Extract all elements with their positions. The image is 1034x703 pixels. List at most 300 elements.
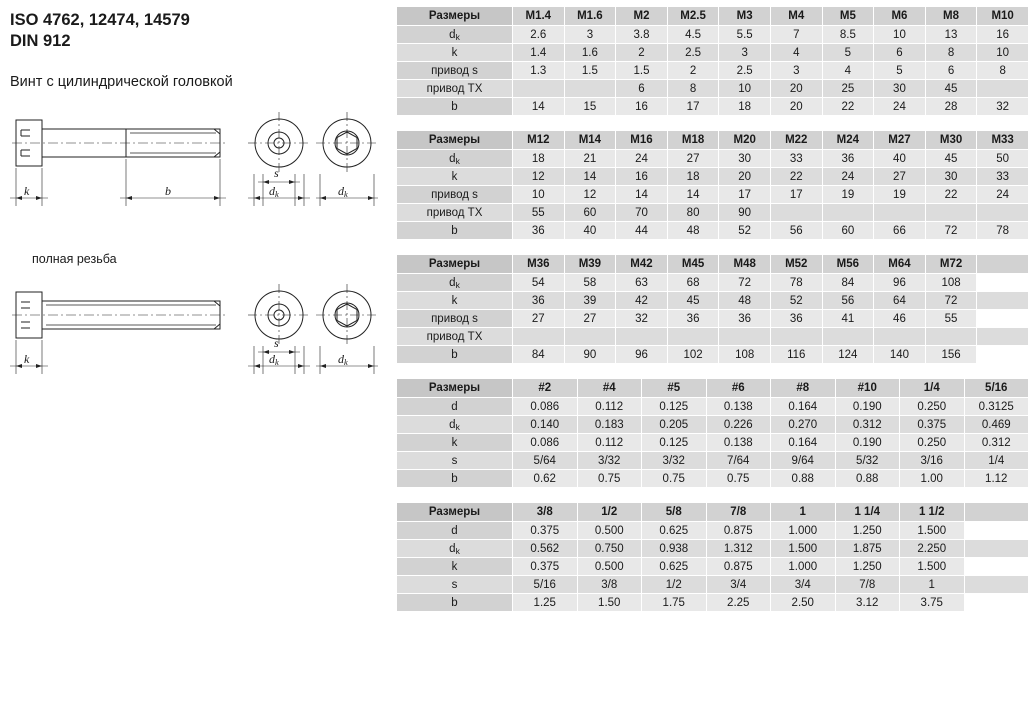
table-cell: 9/64 [771, 452, 836, 470]
table-cell: 0.086 [513, 434, 578, 452]
table-cell: 0.750 [577, 540, 642, 558]
table-cell: 3 [770, 62, 822, 80]
table-header-cell: M36 [513, 255, 565, 274]
table-cell: 0.125 [642, 398, 707, 416]
table-row [397, 204, 1029, 222]
table-cell: 108 [719, 346, 771, 364]
label-dk-right-2-sub: k [344, 357, 348, 368]
table-cell: 1.000 [771, 558, 836, 576]
table-row-label: s [397, 576, 513, 594]
table-cell [964, 558, 1029, 576]
table-cell: 0.138 [706, 434, 771, 452]
table-header-cell: M3 [719, 7, 771, 26]
table-cell [513, 328, 565, 346]
table-cell: 16 [977, 26, 1029, 44]
table-cell [964, 576, 1029, 594]
table-header-cell: #4 [577, 379, 642, 398]
table-cell: 36 [770, 310, 822, 328]
table-cell: 1.000 [771, 522, 836, 540]
table-cell: 28 [925, 98, 977, 116]
table-row [397, 416, 1029, 434]
table-cell: 14 [667, 186, 719, 204]
page-subtitle: Винт с цилиндрической головкой [10, 74, 233, 91]
table-cell: 1.5 [564, 62, 616, 80]
table-cell: 0.88 [771, 470, 836, 488]
table-cell: 22 [822, 98, 874, 116]
table-cell: 15 [564, 98, 616, 116]
table-cell [513, 80, 565, 98]
table-cell: 72 [719, 274, 771, 292]
table-cell: 1/2 [642, 576, 707, 594]
table-header-cell: #8 [771, 379, 836, 398]
table-row-label: привод s [397, 310, 513, 328]
table-cell: 63 [616, 274, 668, 292]
table-cell: 17 [667, 98, 719, 116]
table-cell: 36 [667, 310, 719, 328]
table-cell: 140 [874, 346, 926, 364]
screw-drawing-partial-thread [8, 102, 384, 252]
table-row [397, 62, 1029, 80]
table-cell: 1.312 [706, 540, 771, 558]
table-row-label: d [397, 398, 513, 416]
table-cell: 0.205 [642, 416, 707, 434]
table-row-label: привод TX [397, 204, 513, 222]
drawing-svg-top [8, 102, 394, 252]
table-row [397, 452, 1029, 470]
table-header-cell: M24 [822, 131, 874, 150]
table-header-cell: #2 [513, 379, 578, 398]
table-header-cell: M1.6 [564, 7, 616, 26]
table-header-cell: M4 [770, 7, 822, 26]
table-cell: 0.183 [577, 416, 642, 434]
table-header-cell: M45 [667, 255, 719, 274]
table-cell: 24 [874, 98, 926, 116]
table-cell: 2.5 [719, 62, 771, 80]
table-header-cell: M72 [925, 255, 977, 274]
table-cell: 5 [874, 62, 926, 80]
table-cell: 7/8 [835, 576, 900, 594]
label-dk-right: $d_k$ [338, 184, 348, 200]
table-row [397, 310, 1029, 328]
table-cell: 1.6 [564, 44, 616, 62]
table-header-cell: 1/2 [577, 503, 642, 522]
table-cell: 27 [513, 310, 565, 328]
table-cell: 39 [564, 292, 616, 310]
dimension-table-3 [396, 254, 1029, 364]
drawing-svg-bottom [8, 274, 394, 414]
table-cell: 8 [925, 44, 977, 62]
table-cell: 84 [822, 274, 874, 292]
table-cell: 3/4 [706, 576, 771, 594]
left-column [0, 0, 390, 703]
table-cell [564, 80, 616, 98]
table-header-cell: M16 [616, 131, 668, 150]
table-cell: 0.164 [771, 434, 836, 452]
table-cell: 1.50 [577, 594, 642, 612]
table-cell: 0.086 [513, 398, 578, 416]
table-cell: 2 [667, 62, 719, 80]
table-row-label: k [397, 558, 513, 576]
table-cell: 5 [822, 44, 874, 62]
row-label-subscript: k [455, 155, 460, 166]
table-cell: 32 [977, 98, 1029, 116]
table-cell: 14 [564, 168, 616, 186]
table-cell [770, 204, 822, 222]
table-cell: 50 [977, 150, 1029, 168]
table-header-cell: M8 [925, 7, 977, 26]
table-cell: 45 [667, 292, 719, 310]
table-header-cell: 1 [771, 503, 836, 522]
table-cell: 1.500 [771, 540, 836, 558]
table-cell [874, 328, 926, 346]
table-cell: 40 [564, 222, 616, 240]
table-cell: 12 [564, 186, 616, 204]
table-cell: 80 [667, 204, 719, 222]
table-cell: 64 [874, 292, 926, 310]
table-cell: 1.250 [835, 558, 900, 576]
table-row-label: b [397, 470, 513, 488]
table-cell: 55 [513, 204, 565, 222]
table-cell: 1.4 [513, 44, 565, 62]
table-cell: 68 [667, 274, 719, 292]
table-header-cell: M48 [719, 255, 771, 274]
table-cell: 14 [513, 98, 565, 116]
table-cell: 45 [925, 80, 977, 98]
table-cell: 10 [719, 80, 771, 98]
table-row [397, 576, 1029, 594]
table-cell: 30 [874, 80, 926, 98]
table-row-label: b [397, 98, 513, 116]
table-header-row [397, 7, 1029, 26]
table-cell: 0.140 [513, 416, 578, 434]
table-row [397, 522, 1029, 540]
table-cell: 2.5 [667, 44, 719, 62]
table-cell: 0.312 [835, 416, 900, 434]
table-cell: 56 [822, 292, 874, 310]
table-row-label: s [397, 452, 513, 470]
table-cell: 18 [667, 168, 719, 186]
table-cell: 27 [564, 310, 616, 328]
table-cell: 1.500 [900, 522, 965, 540]
table-cell: 0.190 [835, 434, 900, 452]
label-dk-right-2: $d_k$ [338, 352, 348, 368]
table-cell: 0.375 [513, 558, 578, 576]
table-row [397, 150, 1029, 168]
label-dk-left-sub: k [275, 189, 279, 200]
table-cell: 0.112 [577, 434, 642, 452]
table-row-label: $d_k$ [397, 26, 513, 44]
table-header-cell: M6 [874, 7, 926, 26]
table-cell: 19 [874, 186, 926, 204]
table-cell: 7/64 [706, 452, 771, 470]
table-row-label: b [397, 594, 513, 612]
label-b: b [165, 184, 171, 199]
table-row-label: привод s [397, 62, 513, 80]
table-cell: 42 [616, 292, 668, 310]
table-cell: 1.00 [900, 470, 965, 488]
table-cell: 0.938 [642, 540, 707, 558]
table-cell: 7 [770, 26, 822, 44]
table-cell: 56 [770, 222, 822, 240]
table-row-label: b [397, 222, 513, 240]
table-cell: 3.75 [900, 594, 965, 612]
table-cell [822, 328, 874, 346]
table-cell: 22 [925, 186, 977, 204]
table-row [397, 558, 1029, 576]
table-cell: 1.875 [835, 540, 900, 558]
table-cell: 46 [874, 310, 926, 328]
table-row-label: k [397, 168, 513, 186]
table-cell: 0.62 [513, 470, 578, 488]
table-cell [925, 204, 977, 222]
table-cell: 3 [564, 26, 616, 44]
row-label-subscript: k [455, 545, 460, 556]
table-cell: 0.190 [835, 398, 900, 416]
label-dk-right-sub: k [344, 189, 348, 200]
table-cell: 2.6 [513, 26, 565, 44]
table-row [397, 44, 1029, 62]
table-cell: 0.88 [835, 470, 900, 488]
table-cell: 156 [925, 346, 977, 364]
table-row [397, 328, 1029, 346]
table-row-label: $d_k$ [397, 150, 513, 168]
table-cell [964, 540, 1029, 558]
table-row-label: привод TX [397, 80, 513, 98]
table-cell: 30 [719, 150, 771, 168]
table-cell: 41 [822, 310, 874, 328]
table-cell: 6 [616, 80, 668, 98]
table-cell: 1.3 [513, 62, 565, 80]
table-cell [977, 204, 1029, 222]
table-cell: 66 [874, 222, 926, 240]
table-row-label: привод s [397, 186, 513, 204]
dimension-table-2 [396, 130, 1029, 240]
table-header-cell: 1 1/2 [900, 503, 965, 522]
table-header-cell: 7/8 [706, 503, 771, 522]
table-cell: 16 [616, 98, 668, 116]
table-cell: 116 [770, 346, 822, 364]
table-cell: 36 [513, 222, 565, 240]
table-cell: 2.25 [706, 594, 771, 612]
table-header-cell: M52 [770, 255, 822, 274]
table-header-cell [977, 255, 1029, 274]
table-cell: 0.270 [771, 416, 836, 434]
label-s-2: s [274, 336, 279, 351]
table-row-label: $d_k$ [397, 274, 513, 292]
table-cell: 13 [925, 26, 977, 44]
table-cell: 0.3125 [964, 398, 1029, 416]
table-cell: 22 [770, 168, 822, 186]
table-cell: 72 [925, 292, 977, 310]
table-cell: 18 [719, 98, 771, 116]
table-cell: 1.75 [642, 594, 707, 612]
table-header-cell: #6 [706, 379, 771, 398]
table-header-row [397, 255, 1029, 274]
table-cell: 30 [925, 168, 977, 186]
table-cell: 1.5 [616, 62, 668, 80]
table-cell: 0.125 [642, 434, 707, 452]
table-cell: 1.250 [835, 522, 900, 540]
table-cell: 18 [513, 150, 565, 168]
table-cell: 45 [925, 150, 977, 168]
table-cell: 36 [822, 150, 874, 168]
table-cell: 0.875 [706, 558, 771, 576]
table-cell: 48 [719, 292, 771, 310]
table-header-dimensions: Размеры [397, 255, 513, 274]
figure-caption-full-thread: полная резьба [32, 252, 117, 267]
table-cell: 6 [925, 62, 977, 80]
table-cell [977, 328, 1029, 346]
table-cell: 54 [513, 274, 565, 292]
table-row-label: $d_k$ [397, 416, 513, 434]
table-cell: 44 [616, 222, 668, 240]
table-cell [977, 292, 1029, 310]
table-header-dimensions: Размеры [397, 503, 513, 522]
table-cell: 12 [513, 168, 565, 186]
table-cell: 36 [719, 310, 771, 328]
table-cell: 27 [874, 168, 926, 186]
table-header-cell: M56 [822, 255, 874, 274]
table-cell: 0.500 [577, 558, 642, 576]
table-cell: 14 [616, 186, 668, 204]
table-cell: 25 [822, 80, 874, 98]
table-row [397, 434, 1029, 452]
page-title: ISO 4762, 12474, 14579 DIN 912 [10, 11, 190, 51]
table-cell [977, 346, 1029, 364]
table-row-label: k [397, 44, 513, 62]
table-row [397, 540, 1029, 558]
table-cell: 78 [770, 274, 822, 292]
table-row [397, 80, 1029, 98]
table-cell: 10 [977, 44, 1029, 62]
table-cell: 5/64 [513, 452, 578, 470]
table-cell: 8 [977, 62, 1029, 80]
table-cell: 70 [616, 204, 668, 222]
table-cell: 0.500 [577, 522, 642, 540]
table-cell: 16 [616, 168, 668, 186]
table-cell: 108 [925, 274, 977, 292]
table-cell: 20 [770, 98, 822, 116]
table-cell: 96 [874, 274, 926, 292]
table-cell: 19 [822, 186, 874, 204]
table-cell: 3/8 [577, 576, 642, 594]
table-cell: 102 [667, 346, 719, 364]
table-cell: 0.112 [577, 398, 642, 416]
table-row [397, 168, 1029, 186]
table-cell: 2.250 [900, 540, 965, 558]
row-label-subscript: k [455, 31, 460, 42]
table-cell: 2 [616, 44, 668, 62]
label-dk-left-2-sub: k [275, 357, 279, 368]
table-row [397, 398, 1029, 416]
row-label-subscript: k [455, 279, 460, 290]
table-header-cell: M30 [925, 131, 977, 150]
table-header-cell: M5 [822, 7, 874, 26]
table-header-cell: M22 [770, 131, 822, 150]
table-cell: 60 [822, 222, 874, 240]
table-row-label: k [397, 292, 513, 310]
table-cell [616, 328, 668, 346]
table-cell: 3/4 [771, 576, 836, 594]
table-cell [770, 328, 822, 346]
table-cell: 52 [719, 222, 771, 240]
table-cell: 40 [874, 150, 926, 168]
table-row-label: $d_k$ [397, 540, 513, 558]
table-cell: 0.375 [513, 522, 578, 540]
table-cell: 60 [564, 204, 616, 222]
table-header-cell: 3/8 [513, 503, 578, 522]
label-s: s [274, 166, 279, 181]
table-cell [964, 594, 1029, 612]
table-cell: 90 [719, 204, 771, 222]
table-cell: 4 [770, 44, 822, 62]
table-cell: 55 [925, 310, 977, 328]
table-header-cell: M10 [977, 7, 1029, 26]
table-row [397, 222, 1029, 240]
table-cell [667, 328, 719, 346]
table-cell: 33 [770, 150, 822, 168]
table-row [397, 470, 1029, 488]
table-header-cell: M20 [719, 131, 771, 150]
row-label-subscript: k [455, 421, 460, 432]
table-cell: 58 [564, 274, 616, 292]
table-cell: 20 [719, 168, 771, 186]
table-cell: 27 [667, 150, 719, 168]
table-cell: 0.625 [642, 558, 707, 576]
table-cell: 4 [822, 62, 874, 80]
table-cell: 24 [977, 186, 1029, 204]
table-header-cell: M42 [616, 255, 668, 274]
table-cell: 0.75 [706, 470, 771, 488]
table-header-cell [964, 503, 1029, 522]
table-cell: 5.5 [719, 26, 771, 44]
table-header-cell: M39 [564, 255, 616, 274]
table-cell: 24 [822, 168, 874, 186]
table-cell: 48 [667, 222, 719, 240]
table-cell [977, 310, 1029, 328]
table-cell: 3/32 [642, 452, 707, 470]
table-cell: 1 [900, 576, 965, 594]
table-cell: 0.312 [964, 434, 1029, 452]
table-cell: 0.75 [577, 470, 642, 488]
table-row [397, 26, 1029, 44]
table-header-cell: 1/4 [900, 379, 965, 398]
table-cell: 8 [667, 80, 719, 98]
table-cell: 1.12 [964, 470, 1029, 488]
table-row [397, 292, 1029, 310]
table-row [397, 98, 1029, 116]
table-cell: 0.469 [964, 416, 1029, 434]
table-cell: 96 [616, 346, 668, 364]
table-header-cell: M12 [513, 131, 565, 150]
table-cell: 10 [513, 186, 565, 204]
table-cell: 3 [719, 44, 771, 62]
table-header-cell: #10 [835, 379, 900, 398]
table-header-cell: 5/16 [964, 379, 1029, 398]
label-dk-left: $d_k$ [269, 184, 279, 200]
label-k: k [24, 184, 30, 199]
table-header-cell: M27 [874, 131, 926, 150]
table-cell: 72 [925, 222, 977, 240]
table-cell [925, 328, 977, 346]
table-cell: 0.250 [900, 434, 965, 452]
dimension-table-5 [396, 502, 1029, 612]
table-cell: 0.164 [771, 398, 836, 416]
table-cell: 2.50 [771, 594, 836, 612]
table-cell: 8.5 [822, 26, 874, 44]
table-cell: 1/4 [964, 452, 1029, 470]
dimension-table-1 [396, 6, 1029, 116]
